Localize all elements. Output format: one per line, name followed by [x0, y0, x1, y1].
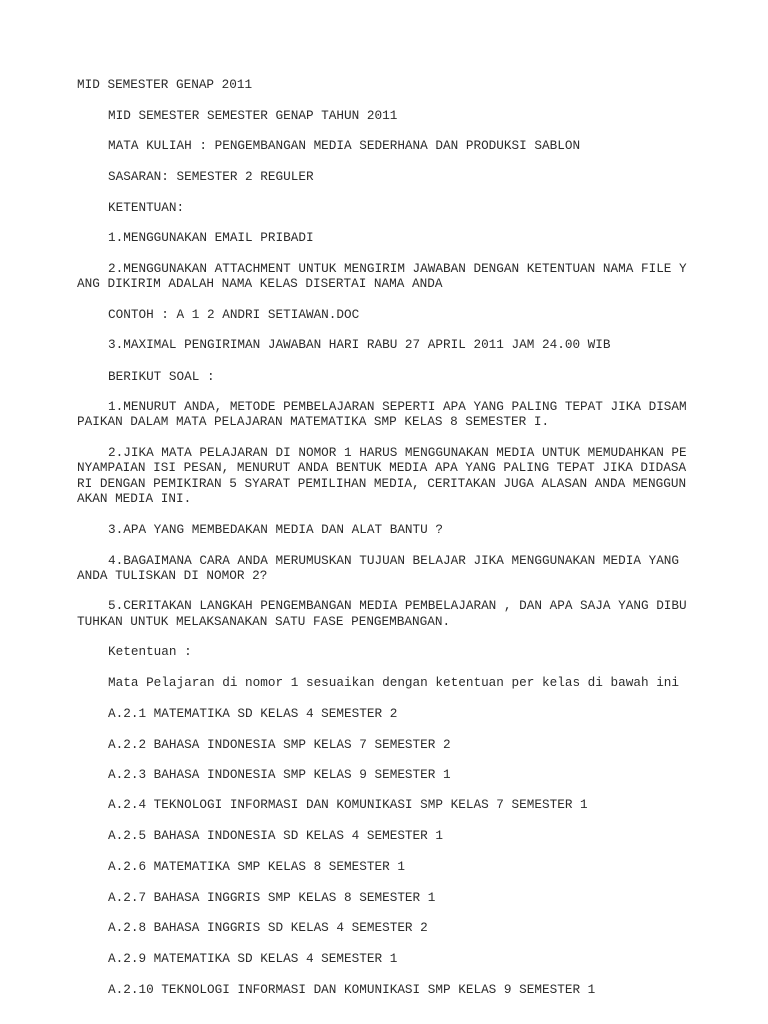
document-title: MID SEMESTER GENAP 2011 [77, 77, 253, 92]
class-item: A.2.10 TEKNOLOGI INFORMASI DAN KOMUNIKASI SMP KELAS 9 SEMESTER 1 [108, 982, 596, 997]
provisions-heading: Ketentuan : [108, 644, 192, 659]
rule-1: 1.MENGGUNAKAN EMAIL PRIBADI [108, 230, 314, 245]
question-1-line-1: 1.MENURUT ANDA, METODE PEMBELAJARAN SEPERTI APA YANG PALING TEPAT JIKA DISAM [108, 399, 687, 414]
class-item: A.2.4 TEKNOLOGI INFORMASI DAN KOMUNIKASI SMP KELAS 7 SEMESTER 1 [108, 797, 588, 812]
class-item: A.2.1 MATEMATIKA SD KELAS 4 SEMESTER 2 [108, 706, 398, 721]
question-5-line-2: TUHKAN UNTUK MELAKSANAKAN SATU FASE PENGEMBANGAN. [77, 614, 451, 629]
class-item: A.2.9 MATEMATIKA SD KELAS 4 SEMESTER 1 [108, 951, 398, 966]
class-item: A.2.6 MATEMATIKA SMP KELAS 8 SEMESTER 1 [108, 859, 405, 874]
question-2-line-3: RI DENGAN PEMIKIRAN 5 SYARAT PEMILIHAN MEDIA, CERITAKAN JUGA ALASAN ANDA MENGGUN [77, 476, 687, 491]
question-3: 3.APA YANG MEMBEDAKAN MEDIA DAN ALAT BANTU ? [108, 522, 444, 537]
class-item: A.2.5 BAHASA INDONESIA SD KELAS 4 SEMESTER 1 [108, 828, 444, 843]
exam-subtitle: MID SEMESTER SEMESTER GENAP TAHUN 2011 [108, 108, 398, 123]
course-name: MATA KULIAH : PENGEMBANGAN MEDIA SEDERHANA DAN PRODUKSI SABLON [108, 138, 581, 153]
rule-2-line-1: 2.MENGGUNAKAN ATTACHMENT UNTUK MENGIRIM JAWABAN DENGAN KETENTUAN NAMA FILE Y [108, 261, 687, 276]
question-2-line-1: 2.JIKA MATA PELAJARAN DI NOMOR 1 HARUS MENGGUNAKAN MEDIA UNTUK MEMUDAHKAN PE [108, 445, 687, 460]
question-2-line-4: AKAN MEDIA INI. [77, 491, 192, 506]
rules-heading: KETENTUAN: [108, 200, 185, 215]
rule-example: CONTOH : A 1 2 ANDRI SETIAWAN.DOC [108, 307, 360, 322]
subject-note: Mata Pelajaran di nomor 1 sesuaikan dengan ketentuan per kelas di bawah ini [108, 675, 680, 690]
class-item: A.2.3 BAHASA INDONESIA SMP KELAS 9 SEMESTER 1 [108, 767, 451, 782]
target-audience: SASARAN: SEMESTER 2 REGULER [108, 169, 314, 184]
question-4-line-2: ANDA TULISKAN DI NOMOR 2? [77, 568, 268, 583]
rule-3: 3.MAXIMAL PENGIRIMAN JAWABAN HARI RABU 27 APRIL 2011 JAM 24.00 WIB [108, 337, 611, 352]
question-1-line-2: PAIKAN DALAM MATA PELAJARAN MATEMATIKA SMP KELAS 8 SEMESTER I. [77, 414, 550, 429]
class-item: A.2.2 BAHASA INDONESIA SMP KELAS 7 SEMESTER 2 [108, 737, 451, 752]
question-4-line-1: 4.BAGAIMANA CARA ANDA MERUMUSKAN TUJUAN BELAJAR JIKA MENGGUNAKAN MEDIA YANG [108, 553, 680, 568]
question-5-line-1: 5.CERITAKAN LANGKAH PENGEMBANGAN MEDIA PEMBELAJARAN , DAN APA SAJA YANG DIBU [108, 598, 687, 613]
rule-2-line-2: ANG DIKIRIM ADALAH NAMA KELAS DISERTAI NAMA ANDA [77, 276, 443, 291]
class-item: A.2.7 BAHASA INGGRIS SMP KELAS 8 SEMESTER 1 [108, 890, 436, 905]
question-2-line-2: NYAMPAIAN ISI PESAN, MENURUT ANDA BENTUK MEDIA APA YANG PALING TEPAT JIKA DIDASA [77, 460, 687, 475]
class-item: A.2.8 BAHASA INGGRIS SD KELAS 4 SEMESTER 2 [108, 920, 428, 935]
questions-heading: BERIKUT SOAL : [108, 369, 215, 384]
